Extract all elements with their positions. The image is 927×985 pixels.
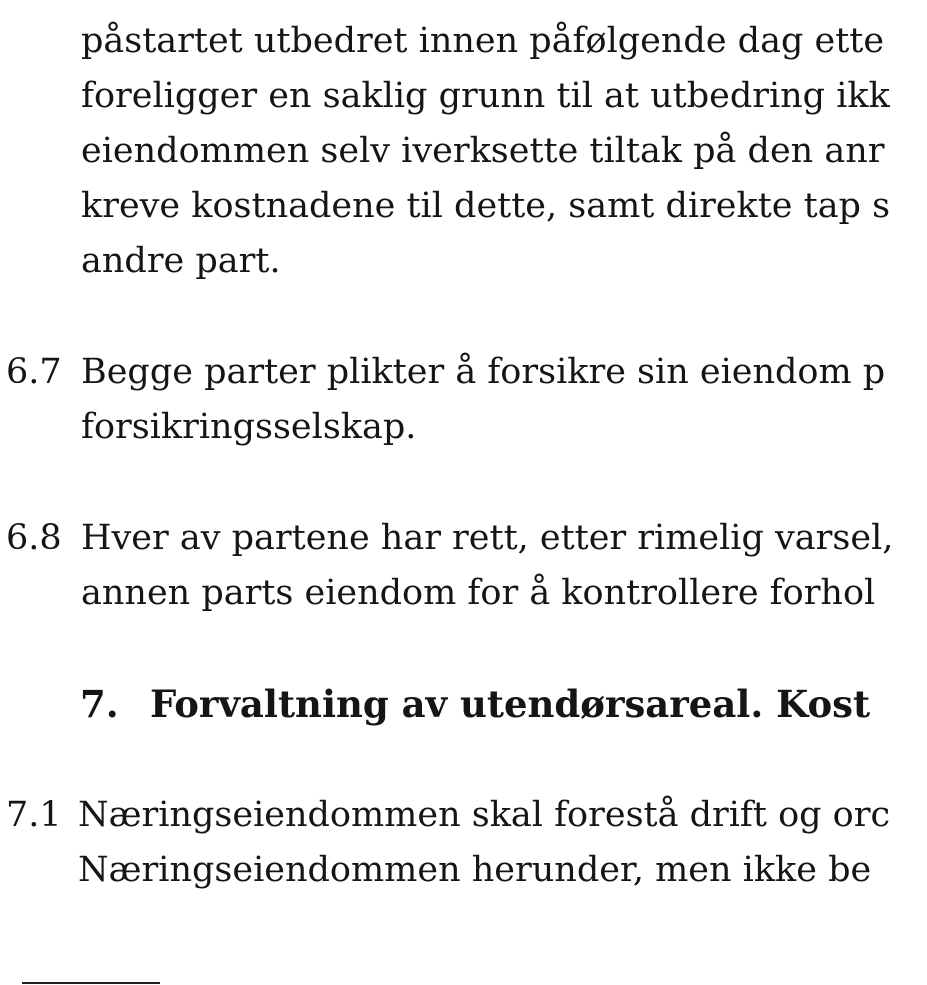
section-number: 6.8 (6, 518, 62, 558)
paragraph-line: forsikringsselskap. (81, 407, 417, 447)
section-number: 7.1 (6, 795, 62, 835)
paragraph-line: andre part. (81, 241, 281, 281)
paragraph-line: annen parts eiendom for å kontrollere forhol (81, 573, 876, 613)
paragraph-line: Næringseiendommen skal forestå drift og orc (78, 795, 891, 835)
paragraph-line: kreve kostnadene til dette, samt direkte tap s (81, 186, 891, 226)
paragraph-line: foreligger en saklig grunn til at utbedring ikk (81, 76, 890, 116)
footnote-divider (22, 982, 160, 984)
paragraph-line: påstartet utbedret innen påfølgende dag ette (81, 21, 885, 61)
section-number: 6.7 (6, 352, 62, 392)
heading-number: 7. (80, 682, 119, 726)
paragraph-line: Næringseiendommen herunder, men ikke be (78, 850, 872, 890)
heading-title: Forvaltning av utendørsareal. Kost (150, 682, 871, 726)
paragraph-line: Begge parter plikter å forsikre sin eiendom p (81, 352, 886, 392)
paragraph-line: eiendommen selv iverksette tiltak på den anr (81, 131, 885, 171)
paragraph-line: Hver av partene har rett, etter rimelig varsel, (81, 518, 894, 558)
